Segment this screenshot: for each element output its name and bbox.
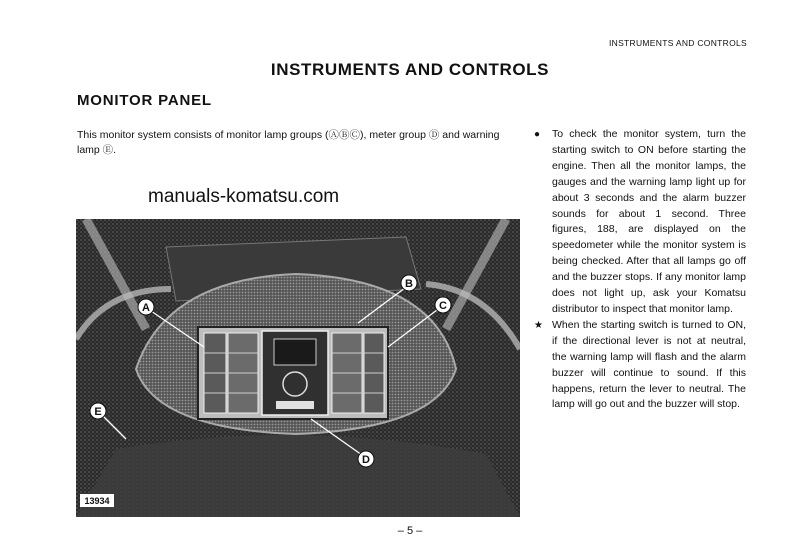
- callout-c: C: [439, 300, 447, 312]
- page-title: INSTRUMENTS AND CONTROLS: [270, 60, 550, 79]
- callout-e: E: [94, 406, 102, 418]
- watermark-text: manuals-komatsu.com: [148, 186, 340, 207]
- monitor-panel-photo: [76, 219, 520, 517]
- note-text: To check the monitor system, turn the starting switch to ON before starting the engine. Then all the monitor lamps, the gauges and the warning lamp light up for about 3 seconds and the alarm buzzer sounds for about 1 second. Three figures, 188, are displayed on the speedometer while the monitor system is being checked. After that all lamps go off and the buzzer stops. If any monitor lamp does not light up, ask your Komatsu distributor to inspect that monitor lamp.: [552, 128, 746, 315]
- star-icon: ★: [534, 319, 543, 331]
- section-title: MONITOR PANEL: [77, 92, 212, 109]
- note-text: When the starting switch is turned to ON, if the directional lever is not at neutral, the warning lamp will flash and the alarm buzzer will continue to sound. If this happens, return the lever to neutral. The lamp will go out and the buzzer will stop.: [552, 318, 746, 411]
- page-number: – 5 –: [397, 525, 423, 537]
- bullet-dot-icon: ●: [534, 129, 541, 140]
- note-check-system: [534, 127, 746, 318]
- notes-column: [534, 127, 746, 413]
- intro-paragraph: This monitor system consists of monitor lamp groups (ⒶⒷⒸ), meter group Ⓓ and warning lamp Ⓔ.: [77, 129, 500, 156]
- running-head: INSTRUMENTS AND CONTROLS: [608, 38, 747, 48]
- note-starting-switch: [534, 318, 746, 413]
- callout-d: D: [362, 454, 370, 466]
- figure-id: 13934: [84, 496, 110, 506]
- callout-b: B: [405, 278, 413, 290]
- callout-a: A: [142, 302, 150, 314]
